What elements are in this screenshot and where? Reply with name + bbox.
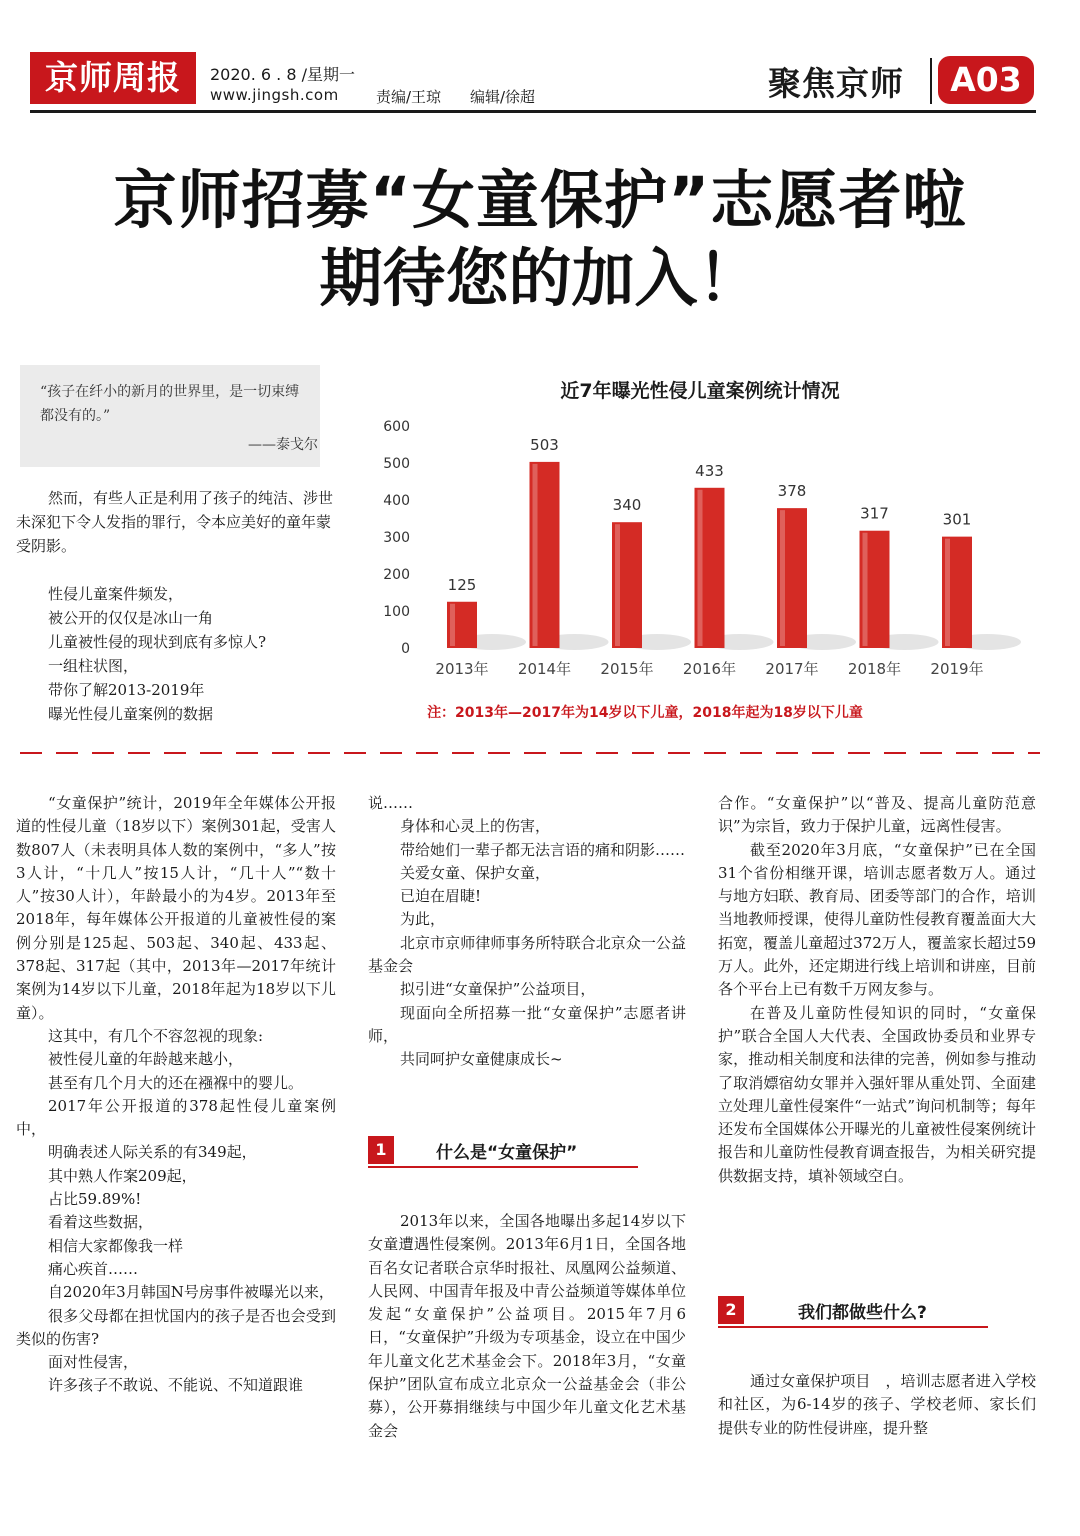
intro-line: 被公开的仅仅是冰山一角	[48, 609, 214, 627]
article-paragraph: 带给她们一辈子都无法言语的痛和阴影……	[400, 840, 686, 859]
bar-highlight	[698, 490, 703, 646]
editor-in-charge: 责编/王琼	[376, 88, 442, 106]
bar-value-label: 317	[860, 504, 889, 523]
x-tick-label: 2015年	[600, 660, 654, 678]
chart-bars	[447, 462, 1021, 650]
newspaper-logo: 京师周报	[30, 52, 196, 104]
article-paragraph: 身体和心灵上的伤害，	[400, 817, 551, 836]
article-column-2	[368, 792, 686, 1072]
article-paragraph: 相信大家都像我一样	[48, 1236, 184, 1255]
bar-highlight	[780, 510, 785, 646]
article-paragraph: 这其中，有几个不容忽视的现象:	[48, 1026, 264, 1045]
article-paragraph: 占比59.89%!	[48, 1190, 142, 1209]
article-paragraph: 拟引进“女童保护”公益项目，	[400, 980, 596, 999]
x-tick-label: 2016年	[682, 660, 737, 678]
section-2-rule	[718, 1326, 988, 1328]
x-tick-label: 2018年	[847, 660, 902, 678]
bar-chart-svg	[360, 365, 1040, 725]
bar-highlight	[615, 524, 620, 646]
y-tick-label: 0	[401, 641, 410, 657]
section-1-number: 1	[368, 1136, 394, 1164]
headline-sub: 期待您的加入！	[319, 242, 761, 315]
intro-line: 一组柱状图，	[48, 657, 139, 675]
quote-author: ——泰戈尔	[248, 437, 318, 453]
article-paragraph: 明确表述人际关系的有349起，	[48, 1143, 257, 1162]
article-paragraph: 现面向全所招募一批“女童保护”志愿者讲师，	[368, 1003, 686, 1045]
article-paragraph: 北京市京师律师事务所特联合北京众一公益基金会	[368, 933, 686, 976]
y-tick-label: 400	[383, 493, 410, 509]
section-1-rule	[368, 1166, 638, 1168]
bar-value-label: 340	[612, 496, 642, 515]
article-paragraph: 合作。“女童保护”以“普及、提高儿童防范意识”为宗旨，致力于保护儿童，远离性侵害。	[718, 794, 1036, 836]
article-paragraph: 共同呵护女童健康成长~	[400, 1050, 563, 1069]
section-1-paragraph: 2013年以来，全国各地曝出多起14岁以下女童遭遇性侵案例。2013年6月1日，全国各地百名女记者联合京华时报社、凤凰网公益频道、人民网、中国青年报及中青公益频道等媒体单位发起“女童保护”公益项目。2015年7月6日，“女童保护”升级为专项基金，设立在中国少年儿童文化艺术基金会下。2018年3月，“女童保护”团队宣布成立北京众一公益基金会（非公募），公开募捐继续与中国少年儿童文化艺术基金会	[368, 1212, 686, 1440]
bar-highlight	[450, 604, 455, 646]
intro-line: 曝光性侵儿童案例的数据	[48, 705, 214, 723]
article-column-3	[718, 792, 1036, 1188]
intro-line: 儿童被性侵的现状到底有多惊人?	[48, 633, 267, 651]
section-1-title: 什么是“女童保护”	[436, 1143, 578, 1163]
section-2-body	[718, 1370, 1036, 1440]
x-tick-label: 2013年	[435, 660, 489, 678]
section-2-title: 我们都做些什么?	[798, 1303, 927, 1323]
article-paragraph: 为此，	[400, 910, 446, 929]
x-tick-label: 2019年	[930, 660, 984, 678]
article-paragraph: 2017年公开报道的378起性侵儿童案例中，	[16, 1096, 336, 1139]
article-paragraph: 很多父母都在担忧国内的孩子是否也会受到类似的伤害?	[16, 1306, 336, 1348]
issue-date: 2020. 6 . 8 /星期一	[210, 65, 355, 84]
bar-chart	[360, 365, 1040, 725]
headline-main: 京师招募“女童保护”志愿者啦	[113, 164, 967, 237]
article-paragraph: 看着这些数据，	[48, 1213, 154, 1232]
intro-paragraph: 然而，有些人正是利用了孩子的纯洁、涉世未深犯下令人发指的罪行，令本应美好的童年蒙受阴影。	[16, 489, 334, 555]
section-1-body	[368, 1210, 686, 1443]
article-column-1	[16, 792, 336, 1398]
bar-highlight	[533, 464, 538, 646]
article-paragraph: 甚至有几个月大的还在襁褓中的婴儿。	[48, 1073, 304, 1092]
intro-line: 性侵儿童案件频发，	[48, 585, 184, 603]
chart-y-axis	[383, 419, 410, 657]
quote-text: “孩子在纤小的新月的世界里，是一切束缚都没有的。”	[40, 384, 300, 424]
intro-line: 带你了解2013-2019年	[48, 681, 205, 699]
bar-value-label: 301	[942, 510, 972, 529]
article-paragraph: 已迫在眉睫!	[400, 887, 482, 906]
bar-value-label: 378	[777, 482, 807, 501]
section-2-number: 2	[718, 1296, 744, 1324]
masthead-divider	[930, 58, 932, 104]
article-paragraph: 自2020年3月韩国N号房事件被曝光以来，	[48, 1283, 334, 1302]
y-tick-label: 100	[383, 604, 410, 620]
y-tick-label: 200	[383, 567, 410, 583]
article-paragraph: 关爱女童、保护女童，	[400, 863, 551, 882]
article-paragraph: 截至2020年3月底，“女童保护”已在全国31个省份相继开课，培训志愿者数万人。通过与地方妇联、教育局、团委等部门的合作，培训当地教师授课，使得儿童防性侵教育覆盖面大大拓宽，覆盖儿童超过372万人，覆盖家长超过59万人。此外，还定期进行线上培训和讲座，目前各个平台上已有数千万网友参与。	[718, 840, 1036, 999]
chart-note: 注：2013年—2017年为14岁以下儿童，2018年起为18岁以下儿童	[427, 705, 863, 721]
chart-title: 近7年曝光性侵儿童案例统计情况	[560, 380, 840, 402]
masthead-rule	[30, 110, 1036, 113]
section-1-header	[368, 1136, 638, 1166]
x-tick-label: 2017年	[765, 660, 819, 678]
editor: 编辑/徐超	[470, 88, 536, 106]
article-paragraph: 其中熟人作案209起，	[48, 1166, 197, 1185]
article-paragraph: 面对性侵害，	[48, 1353, 139, 1372]
section-2-paragraph: 通过女童保护项目 ，培训志愿者进入学校和社区，为6-14岁的孩子、学校老师、家长们提供专业的防性侵讲座，提升整	[718, 1372, 1036, 1437]
article-paragraph: 说……	[368, 794, 414, 812]
bar-value-label: 433	[695, 461, 724, 480]
article-paragraph: 痛心疾首……	[48, 1259, 139, 1278]
article-paragraph: 被性侵儿童的年龄越来越小，	[48, 1050, 244, 1069]
article-paragraph: 许多孩子不敢说、不能说、不知道跟谁	[48, 1376, 304, 1395]
section-name: 聚焦京师	[768, 64, 904, 103]
section-separator	[20, 752, 1040, 754]
bar-highlight	[863, 533, 868, 646]
bar-value-label: 503	[530, 435, 559, 454]
article-paragraph: “女童保护”统计，2019年全年媒体公开报道的性侵儿童（18岁以下）案例301起，受害人数807人（未表明具体人数的案例中，“多人”按3人计，“十几人”按15人计，“几十人”“数十人”按30人计），年龄最小的为4岁。2013年至2018年，每年媒体公开报道的儿童被性侵的案例分别是125起、503起、340起、433起、378起、317起（其中，2013年—2017年统计案例为14岁以下儿童，2018年起为18岁以下儿童）。	[16, 794, 336, 1022]
y-tick-label: 600	[383, 419, 410, 435]
y-tick-label: 500	[383, 456, 410, 472]
y-tick-label: 300	[383, 530, 410, 546]
section-2-header	[718, 1296, 988, 1326]
x-tick-label: 2014年	[517, 660, 572, 678]
website-link[interactable]: www.jingsh.com	[210, 86, 339, 104]
bar-value-label: 125	[447, 575, 477, 594]
bar-highlight	[945, 539, 950, 646]
page-number-badge: A03	[938, 56, 1034, 104]
article-paragraph: 在普及儿童防性侵知识的同时，“女童保护”联合全国人大代表、全国政协委员和业界专家，推动相关制度和法律的完善，例如参与推动了取消嫖宿幼女罪并入强奸罪从重处罚、全面建立处理儿童性侵案件“一站式”询问机制等；每年还发布全国媒体公开曝光的儿童被性侵案例统计报告和儿童防性侵教育调查报告，为相关研究提供数据支持，填补领域空白。	[718, 1003, 1036, 1185]
